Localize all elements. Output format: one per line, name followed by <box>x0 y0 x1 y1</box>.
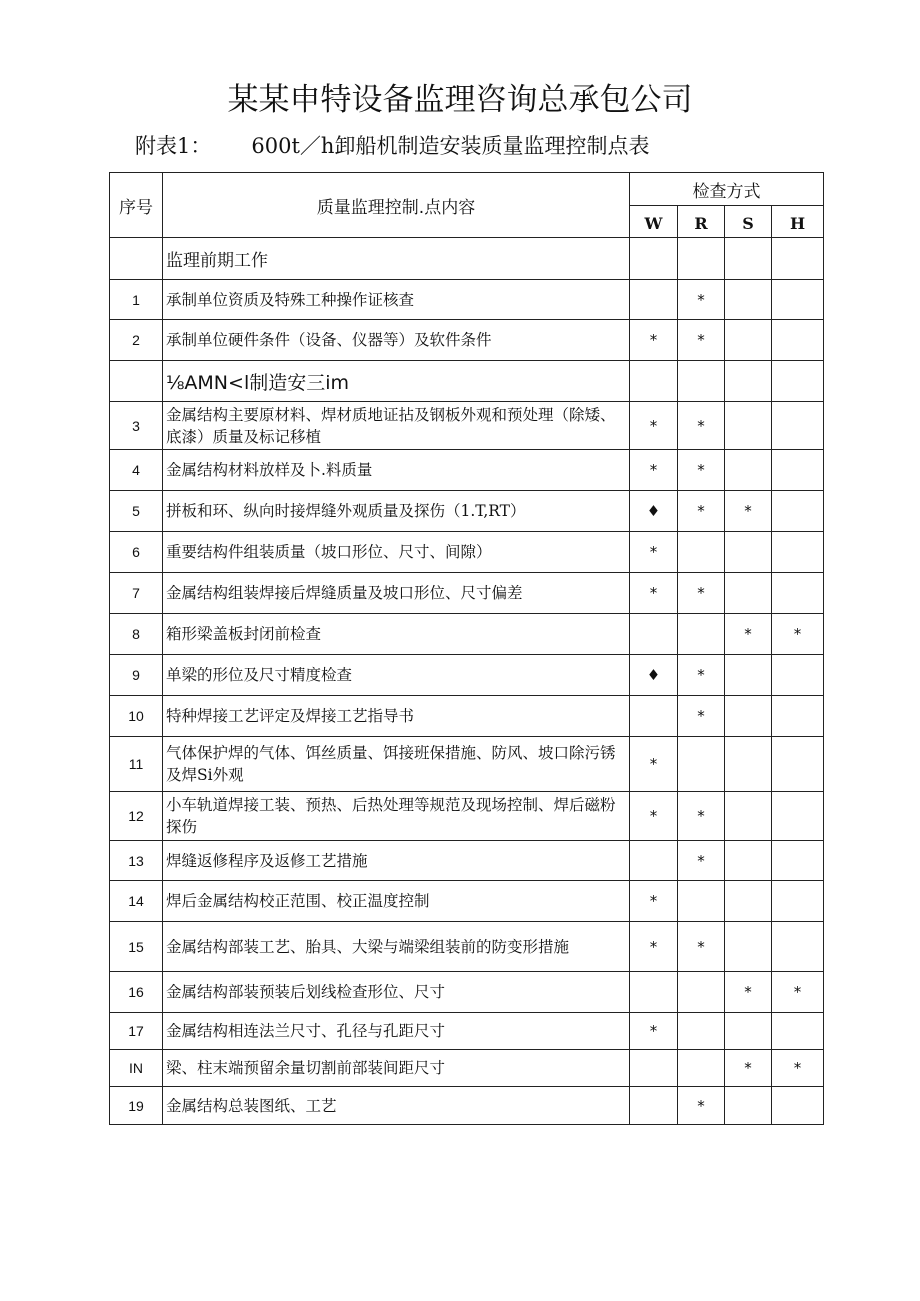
control-point-content: 承制单位资质及特殊工种操作证核查 <box>163 280 630 320</box>
control-point-content: 金属结构部装工艺、胎具、大梁与端梁组装前的防变形措施 <box>163 922 630 972</box>
mark-h <box>772 737 824 792</box>
mark-r <box>678 614 725 655</box>
company-title: 某某申特设备监理咨询总承包公司 <box>227 82 693 118</box>
mark-h <box>772 696 824 737</box>
table-row <box>110 655 824 696</box>
mark-s <box>725 881 772 922</box>
mark-r <box>678 238 725 280</box>
mark-w: * <box>630 402 678 450</box>
row-number: 8 <box>110 614 163 655</box>
header-r: R <box>678 206 725 238</box>
mark-h <box>772 402 824 450</box>
mark-r: * <box>678 841 725 881</box>
control-point-content: 焊后金属结构校正范围、校正温度控制 <box>163 881 630 922</box>
table-row <box>110 841 824 881</box>
mark-s <box>725 573 772 614</box>
table-row <box>110 922 824 972</box>
mark-r: * <box>678 320 725 361</box>
control-point-content: 金属结构材料放样及卜.料质量 <box>163 450 630 491</box>
table-row <box>110 972 824 1013</box>
mark-s: * <box>725 614 772 655</box>
mark-r: * <box>678 491 725 532</box>
control-point-content: 气体保护焊的气体、饵丝质量、饵接班保措施、防风、坡口除污锈及焊Si外观 <box>163 737 630 792</box>
mark-w: * <box>630 450 678 491</box>
header-w: W <box>630 206 678 238</box>
row-number: 9 <box>110 655 163 696</box>
control-point-content: 小车轨道焊接工装、预热、后热处理等规范及现场控制、焊后磁粉探伤 <box>163 792 630 841</box>
control-point-content: 重要结构件组装质量（坡口形位、尺寸、间隙） <box>163 532 630 573</box>
table-row <box>110 792 824 841</box>
mark-s <box>725 841 772 881</box>
mark-s: * <box>725 1050 772 1087</box>
mark-r <box>678 737 725 792</box>
mark-w <box>630 1087 678 1125</box>
row-number: 5 <box>110 491 163 532</box>
table-row <box>110 881 824 922</box>
mark-r: * <box>678 922 725 972</box>
control-point-content: 金属结构总装图纸、工艺 <box>163 1087 630 1125</box>
section-heading: 监理前期工作 <box>163 238 630 280</box>
mark-w: * <box>630 1013 678 1050</box>
mark-w <box>630 238 678 280</box>
row-number: 13 <box>110 841 163 881</box>
mark-h <box>772 573 824 614</box>
mark-s <box>725 696 772 737</box>
mark-h <box>772 361 824 402</box>
mark-w: ♦ <box>630 491 678 532</box>
mark-r <box>678 532 725 573</box>
mark-w <box>630 361 678 402</box>
control-point-content: 单梁的形位及尺寸精度检查 <box>163 655 630 696</box>
row-number: 15 <box>110 922 163 972</box>
table-row <box>110 1087 824 1125</box>
header-h: H <box>772 206 824 238</box>
table-row <box>110 402 824 450</box>
mark-s <box>725 655 772 696</box>
mark-w <box>630 614 678 655</box>
row-number <box>110 361 163 402</box>
mark-r: * <box>678 792 725 841</box>
mark-h: * <box>772 972 824 1013</box>
row-number: 7 <box>110 573 163 614</box>
mark-r: * <box>678 450 725 491</box>
mark-r <box>678 881 725 922</box>
mark-w: * <box>630 573 678 614</box>
mark-s <box>725 280 772 320</box>
mark-s: * <box>725 491 772 532</box>
mark-w <box>630 972 678 1013</box>
mark-r: * <box>678 696 725 737</box>
table-row <box>110 573 824 614</box>
mark-r: * <box>678 655 725 696</box>
mark-r: * <box>678 1087 725 1125</box>
table-row <box>110 280 824 320</box>
row-number: 12 <box>110 792 163 841</box>
mark-h <box>772 238 824 280</box>
mark-w: * <box>630 881 678 922</box>
control-point-content: 金属结构主要原材料、焊材质地证拈及钢板外观和预处理（除矮、底漆）质量及标记移植 <box>163 402 630 450</box>
mark-h <box>772 532 824 573</box>
row-number: 17 <box>110 1013 163 1050</box>
table-row <box>110 696 824 737</box>
mark-w: * <box>630 532 678 573</box>
mark-r: * <box>678 280 725 320</box>
mark-w: ♦ <box>630 655 678 696</box>
control-point-content: 承制单位硬件条件（设备、仪器等）及软件条件 <box>163 320 630 361</box>
mark-s <box>725 922 772 972</box>
table-subtitle: 附表1： 600t／h卸船机制造安装质量监理控制点表 <box>135 134 650 158</box>
mark-r <box>678 1013 725 1050</box>
mark-h <box>772 1087 824 1125</box>
control-point-content: 焊缝返修程序及返修工艺措施 <box>163 841 630 881</box>
mark-h: * <box>772 614 824 655</box>
mark-w: * <box>630 922 678 972</box>
table-row <box>110 1013 824 1050</box>
mark-r <box>678 1050 725 1087</box>
mark-h <box>772 841 824 881</box>
control-point-content: 拼板和环、纵向时接焊缝外观质量及探伤（1.T,RT） <box>163 491 630 532</box>
row-number: 19 <box>110 1087 163 1125</box>
row-number: 2 <box>110 320 163 361</box>
mark-h: * <box>772 1050 824 1087</box>
table-row <box>110 238 824 280</box>
control-point-content: 箱形梁盖板封闭前检查 <box>163 614 630 655</box>
row-number: 3 <box>110 402 163 450</box>
mark-h <box>772 1013 824 1050</box>
mark-w: * <box>630 320 678 361</box>
row-number: 1 <box>110 280 163 320</box>
table-row <box>110 361 824 402</box>
row-number: 4 <box>110 450 163 491</box>
mark-s <box>725 361 772 402</box>
header-serial-no: 序号 <box>110 173 163 238</box>
mark-w <box>630 280 678 320</box>
section-heading: ⅛AMN<l制造安三im <box>163 361 630 402</box>
mark-h <box>772 922 824 972</box>
table-row <box>110 532 824 573</box>
row-number: 11 <box>110 737 163 792</box>
control-point-content: 金属结构组装焊接后焊缝质量及坡口形位、尺寸偏差 <box>163 573 630 614</box>
table-row <box>110 450 824 491</box>
mark-w: * <box>630 792 678 841</box>
mark-s <box>725 532 772 573</box>
mark-h <box>772 450 824 491</box>
control-point-content: 金属结构相连法兰尺寸、孔径与孔距尺寸 <box>163 1013 630 1050</box>
mark-w <box>630 696 678 737</box>
control-point-table <box>109 172 824 1125</box>
mark-r: * <box>678 402 725 450</box>
mark-w <box>630 1050 678 1087</box>
mark-s <box>725 1087 772 1125</box>
mark-h <box>772 655 824 696</box>
mark-r <box>678 972 725 1013</box>
control-point-content: 金属结构部装预装后划线检查形位、尺寸 <box>163 972 630 1013</box>
mark-r: * <box>678 573 725 614</box>
mark-s <box>725 320 772 361</box>
mark-w <box>630 841 678 881</box>
mark-w: * <box>630 737 678 792</box>
control-point-content: 梁、柱末端预留余量切割前部装间距尺寸 <box>163 1050 630 1087</box>
mark-s <box>725 792 772 841</box>
table-row <box>110 491 824 532</box>
row-number: 16 <box>110 972 163 1013</box>
row-number <box>110 238 163 280</box>
mark-h <box>772 881 824 922</box>
table-row <box>110 1050 824 1087</box>
header-content: 质量监理控制.点内容 <box>163 173 630 238</box>
mark-s <box>725 238 772 280</box>
mark-h <box>772 280 824 320</box>
mark-r <box>678 361 725 402</box>
mark-s <box>725 1013 772 1050</box>
mark-s <box>725 450 772 491</box>
mark-h <box>772 320 824 361</box>
mark-s: * <box>725 972 772 1013</box>
row-number: IN <box>110 1050 163 1087</box>
table-row <box>110 737 824 792</box>
row-number: 6 <box>110 532 163 573</box>
mark-s <box>725 402 772 450</box>
row-number: 14 <box>110 881 163 922</box>
table-row <box>110 614 824 655</box>
mark-s <box>725 737 772 792</box>
control-point-content: 特种焊接工艺评定及焊接工艺指导书 <box>163 696 630 737</box>
mark-h <box>772 491 824 532</box>
header-check-method: 检查方式 <box>630 173 824 206</box>
header-s: S <box>725 206 772 238</box>
table-row <box>110 320 824 361</box>
row-number: 10 <box>110 696 163 737</box>
mark-h <box>772 792 824 841</box>
